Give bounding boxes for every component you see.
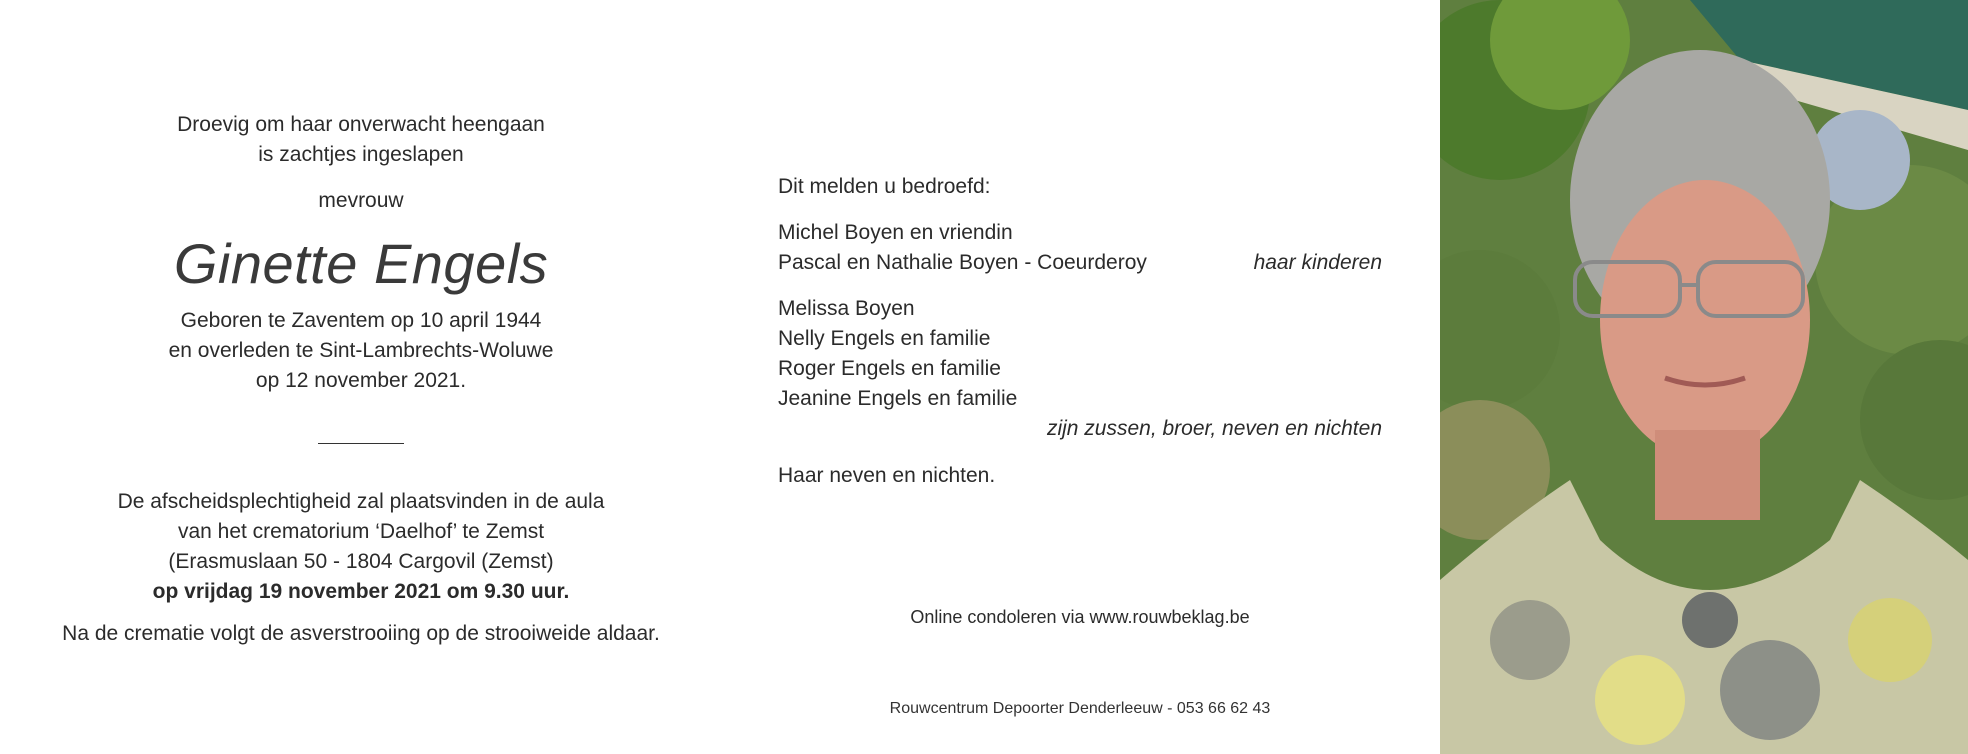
birth-line-3: op 12 november 2021. bbox=[255, 369, 467, 392]
announcement: Dit melden u bedroefd: bbox=[778, 175, 991, 198]
family-column bbox=[778, 0, 1382, 754]
ceremony-line-3: (Erasmuslaan 50 - 1804 Cargovil (Zemst) bbox=[168, 550, 554, 573]
intro-text bbox=[0, 110, 722, 170]
funeral-home-footer: Rouwcentrum Depoorter Denderleeuw - 053 66 62 43 bbox=[889, 700, 1271, 717]
nephews-line: Haar neven en nichten. bbox=[778, 464, 996, 487]
relative-2: Nelly Engels en familie bbox=[778, 327, 991, 350]
ceremony-text bbox=[0, 487, 722, 607]
children-role: haar kinderen bbox=[1253, 251, 1382, 274]
portrait-photo bbox=[1440, 0, 1968, 754]
online-condolences: Online condoleren via www.rouwbeklag.be bbox=[910, 607, 1250, 627]
ceremony-line-2: van het crematorium ‘Daelhof’ te Zemst bbox=[177, 520, 545, 543]
ceremony-line-1: De afscheidsplechtigheid zal plaatsvinden in de aula bbox=[117, 490, 605, 513]
relatives-role: zijn zussen, broer, neven en nichten bbox=[1046, 417, 1382, 440]
deceased-name: Ginette Engels bbox=[173, 232, 549, 295]
birth-line-2: en overleden te Sint-Lambrechts-Woluwe bbox=[168, 339, 554, 362]
birth-death-text bbox=[0, 306, 722, 396]
after-cremation-text: Na de crematie volgt de asverstrooiing op de strooiweide aldaar. bbox=[62, 622, 660, 645]
relative-3: Roger Engels en familie bbox=[778, 357, 1001, 380]
divider bbox=[318, 443, 404, 444]
ceremony-date: op vrijdag 19 november 2021 om 9.30 uur. bbox=[152, 580, 570, 603]
portrait-illustration bbox=[1440, 0, 1968, 754]
intro-line-2: is zachtjes ingeslapen bbox=[258, 143, 464, 166]
title-prefix: mevrouw bbox=[318, 189, 404, 212]
intro-line-1: Droevig om haar onverwacht heengaan bbox=[177, 113, 545, 136]
relative-1: Melissa Boyen bbox=[778, 297, 915, 320]
left-column bbox=[0, 0, 722, 754]
child-2: Pascal en Nathalie Boyen - Coeurderoy bbox=[778, 251, 1147, 274]
child-1: Michel Boyen en vriendin bbox=[778, 221, 1013, 244]
relative-4: Jeanine Engels en familie bbox=[778, 387, 1018, 410]
birth-line-1: Geboren te Zaventem op 10 april 1944 bbox=[180, 309, 542, 332]
